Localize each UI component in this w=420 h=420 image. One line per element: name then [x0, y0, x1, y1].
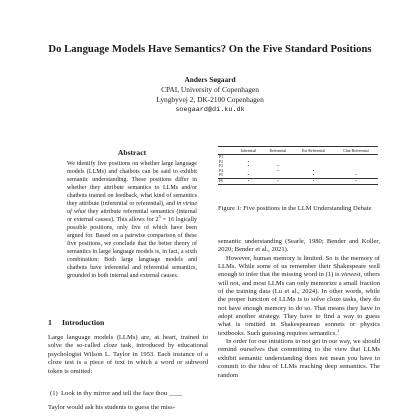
table-column-header: Ext-Referential: [293, 147, 334, 155]
intro-emphasis: cloze: [103, 342, 118, 350]
right-p2-part-2: , others will not, and most LLMs can only memorize a small fraction of the training data (Lu et al., 2024). In other words, while the proper function of LLMs is to solve cloze tasks, they do not have enough memory to do so. That means they have to adopt another strategy. They have to find a way to guess what is omitted in Shakespearean sonnets or physics textbooks. Such guessing requires semantics.: [218, 271, 380, 337]
right-paragraph-1: semantic understanding (Searle, 1980; Bender and Koller, 2020; Bender et al., 2021).: [218, 238, 380, 254]
table-cell: •: [247, 159, 250, 164]
intro-part-2: task, introduced by educational psychologist Wilson L. Taylor in 1953. Each instance of a cloze test is a piece of text in which a word or subword token is omitted:: [48, 342, 209, 375]
table-body: [218, 155, 378, 185]
section-title: Introduction: [62, 318, 105, 327]
table-header-row: [218, 147, 378, 155]
author-affiliation: CPAI, University of Copenhagen: [161, 85, 259, 94]
table-row-label: P5: [219, 173, 224, 178]
abstract-part-2: they attribute referential semantics (internal or external causes). This allows for 2: [67, 209, 197, 223]
table-cell: •: [334, 178, 378, 184]
abstract-heading: Abstract: [117, 148, 147, 157]
table-cell: •: [293, 178, 334, 184]
figure-1-table: [218, 146, 378, 185]
figure-caption: Figure 1: Five positions in the LLM Understanding Debate: [218, 205, 372, 212]
abstract-part-1: We identify five positions on whether large language models (LLMs) and chatbots can be said to exhibit semantic understanding. These positions differ in whether they attribute semantics to LLMs and/or chatbots trained on feedback, what kind of semantics they attribute (inferential or referential), and: [67, 161, 197, 207]
section-heading-introduction: [48, 318, 208, 327]
table-cell: •: [312, 168, 315, 173]
table-cell: •: [312, 173, 315, 178]
table-row-label: P2: [219, 159, 224, 164]
table-column-header: Inferential: [234, 147, 263, 155]
table-row-label: P4: [219, 168, 224, 173]
abstract-part-3: = 16 logically possible positions, only five of which have been argued for. Based on a pairwise comparison of these five positions, we conclude that the better theory of semantics in large language models is, in fact, a sixth combination: Both large language models and chatbots have inferential and referential semantics, grounded in both internal and external causes.: [67, 217, 197, 279]
right-p2-emphasis: viewest: [341, 271, 361, 279]
abstract-emphasis: in virtue of what: [67, 201, 198, 215]
author-name: Anders Søgaard: [184, 75, 236, 84]
author-address: Lyngbyvej 2, DK-2100 Copenhagen: [156, 95, 264, 104]
intro-paragraph: [48, 334, 208, 376]
footnote-marker: 1: [337, 327, 340, 333]
table-row-label: P6: [218, 178, 234, 184]
right-paragraph-3: In order for our intuitions to not get in our way, we should remind ourselves that committing to the view that LLMs exhibit semantic understanding does not mean you have to commit to the idea of LLMs reaching deep semantics. The random: [218, 338, 380, 379]
table-column-header: Referential: [263, 147, 293, 155]
cloze-example: [50, 390, 210, 398]
table-cell: •: [277, 164, 279, 169]
example-text: Look in thy mirror and tell the face thou ____: [61, 390, 183, 397]
right-paragraph-2: [218, 255, 380, 338]
right-p2-part-1: However, human memory is limited. So is the memory of LLMs. While some of us remember their Shakespeare well enough to infer that the missing word in (1) is: [218, 254, 380, 279]
section-number: 1: [48, 318, 52, 327]
table-cell: •: [247, 164, 250, 169]
intro-part-1: Large language models (LLMs) are, at heart, trained to solve the so-called: [48, 334, 208, 350]
abstract-text: [67, 160, 197, 280]
author-email: soegaard@di.ku.dk: [175, 106, 245, 114]
intro-paragraph-2: Taylor would ask his students to guess the miss-: [48, 404, 176, 411]
table-cell: •: [263, 178, 293, 184]
paper-title: Do Language Models Have Semantics? On the Five Standard Positions: [48, 44, 372, 55]
table-column-header: [218, 147, 234, 155]
example-label: (1): [50, 390, 58, 397]
table-row: [218, 178, 378, 184]
right-column-text: [218, 238, 380, 380]
table-column-header: Chat-Referential: [334, 147, 378, 155]
table-cell: •: [247, 173, 250, 178]
table-row-label: P1: [219, 155, 224, 159]
author-block: [0, 75, 420, 115]
table-row-label: P3: [219, 164, 224, 169]
positions-table: [218, 146, 378, 185]
table-cell: •: [234, 178, 263, 184]
table-cell: •: [355, 173, 357, 178]
table-cell: •: [277, 168, 279, 173]
abstract-superscript: 5: [158, 213, 161, 219]
